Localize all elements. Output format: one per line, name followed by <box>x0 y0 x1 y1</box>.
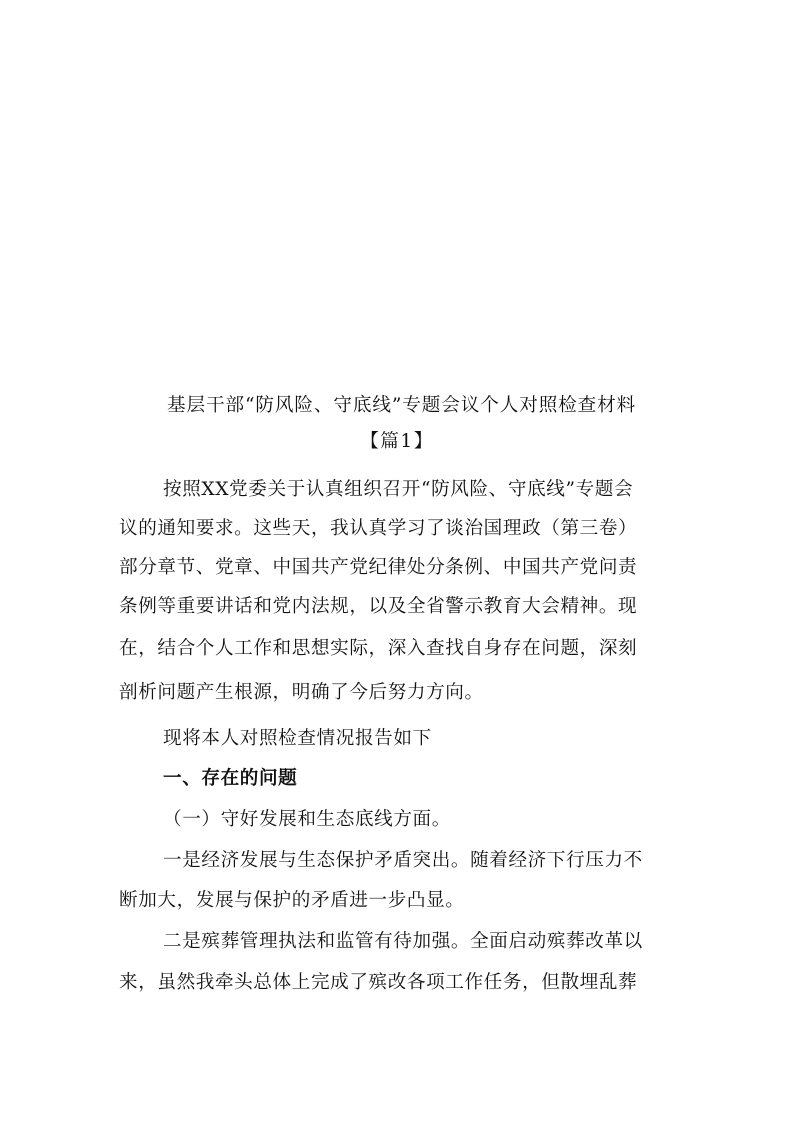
paragraph-line: 一是经济发展与生态保护矛盾突出。随着经济下行压力不 <box>163 850 643 871</box>
paragraph-line: 部分章节、党章、中国共产党纪律处分条例、中国共产党问责 <box>119 557 638 578</box>
paragraph-line: 条例等重要讲话和党内法规，以及全省警示教育大会精神。现 <box>119 596 638 617</box>
paragraph-line: 二是殡葬管理执法和监管有待加强。全面启动殡葬改革以 <box>163 931 643 952</box>
document-title: 基层干部“防风险、守底线”专题会议个人对照检查材料 <box>167 395 637 416</box>
subsection-heading: （一）守好发展和生态底线方面。 <box>163 809 451 830</box>
paragraph-line: 来，虽然我牵头总体上完成了殡改各项工作任务，但散埋乱葬 <box>119 972 638 993</box>
paragraph-line: 现将本人对照检查情况报告如下 <box>163 728 432 749</box>
paragraph-line: 断加大，发展与保护的矛盾进一步凸显。 <box>119 890 465 911</box>
paragraph-line: 议的通知要求。这些天，我认真学习了谈治国理政（第三卷） <box>119 518 638 539</box>
paragraph-line: 在，结合个人工作和思想实际，深入查找自身存在问题，深刻 <box>119 638 638 659</box>
document-subtitle: 【篇1】 <box>360 431 434 452</box>
section-heading: 一、存在的问题 <box>163 768 298 789</box>
paragraph-line: 按照XX党委关于认真组织召开“防风险、守底线”专题会 <box>163 479 634 500</box>
paragraph-line: 剖析问题产生根源，明确了今后努力方向。 <box>119 682 484 703</box>
